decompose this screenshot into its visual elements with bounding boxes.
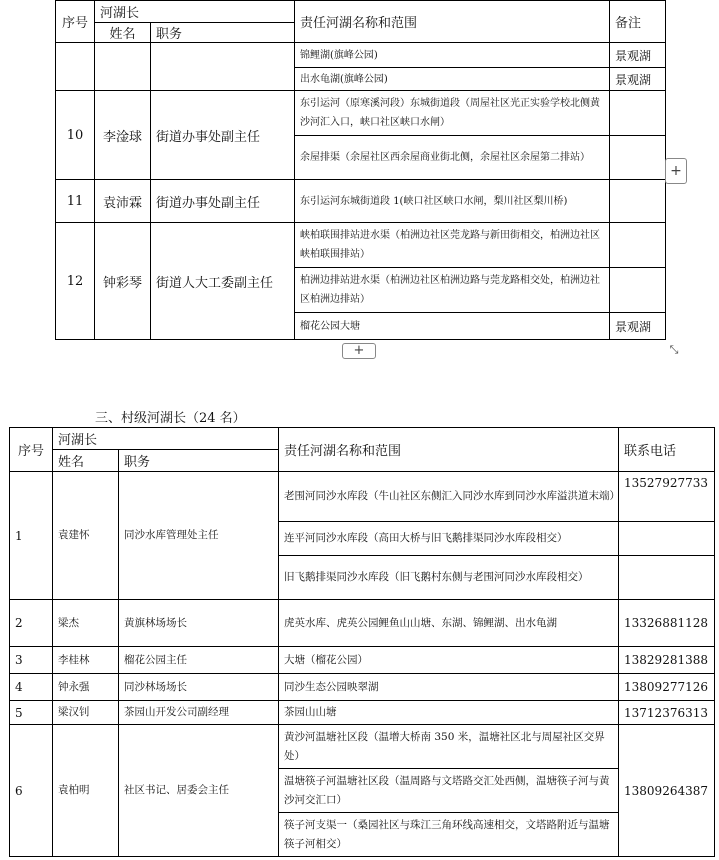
phone-cell: 13527927733 bbox=[619, 472, 715, 522]
phone-cell: 13809264387 bbox=[619, 725, 715, 857]
name-cell: 李桂林 bbox=[53, 647, 119, 674]
name-cell: 袁柏明 bbox=[53, 725, 119, 857]
header-chief: 河湖长 bbox=[53, 428, 279, 450]
scope-cell: 锦鲤湖(旗峰公园) bbox=[295, 43, 610, 68]
header-scope: 责任河湖名称和范围 bbox=[279, 428, 619, 472]
seq-cell: 4 bbox=[10, 674, 53, 701]
header-position: 职务 bbox=[119, 450, 279, 472]
phone-cell: 13326881128 bbox=[619, 600, 715, 647]
position-cell: 街道办事处副主任 bbox=[151, 180, 295, 223]
scope-cell: 筷子河支渠一（桑园社区与珠江三角环线高速相交，文塔路附近与温塘筷子河相交） bbox=[279, 813, 619, 857]
scope-cell: 温塘筷子河温塘社区段（温周路与文塔路交汇处西侧，温塘筷子河与黄沙河交汇口） bbox=[279, 769, 619, 813]
scope-cell: 同沙生态公园映翠湖 bbox=[279, 674, 619, 701]
position-cell: 同沙林场场长 bbox=[119, 674, 279, 701]
header-chief: 河湖长 bbox=[95, 1, 295, 23]
insert-row-plus-button[interactable]: + bbox=[342, 343, 376, 359]
section-title: 三、村级河湖长（24 名） bbox=[95, 411, 246, 426]
scope-cell: 余屋排渠（余屋社区西余屋商业街北侧，余屋社区余屋第二排站） bbox=[295, 136, 610, 180]
position-cell: 社区书记、居委会主任 bbox=[119, 725, 279, 857]
seq-cell: 1 bbox=[10, 472, 53, 600]
scope-cell: 黄沙河温塘社区段（温增大桥南 350 米，温塘社区北与周屋社区交界处） bbox=[279, 725, 619, 769]
scope-cell: 东引运河东城街道段 1(峡口社区峡口水闸，梨川社区梨川桥) bbox=[295, 180, 610, 223]
phone-cell: 13809277126 bbox=[619, 674, 715, 701]
seq-cell: 10 bbox=[56, 91, 95, 180]
position-cell: 榴花公园主任 bbox=[119, 647, 279, 674]
position-cell: 茶园山开发公司副经理 bbox=[119, 701, 279, 725]
position-cell: 街道办事处副主任 bbox=[151, 91, 295, 180]
scope-cell: 峡柏联围排站进水渠（柏洲边社区莞龙路与新田街相交，柏洲边社区峡柏联围排站） bbox=[295, 223, 610, 268]
note-cell: 景观湖 bbox=[610, 68, 666, 91]
position-cell: 街道人大工委副主任 bbox=[151, 223, 295, 340]
name-cell: 钟永强 bbox=[53, 674, 119, 701]
note-cell: 景观湖 bbox=[610, 313, 666, 340]
insert-column-plus-button[interactable]: + bbox=[665, 158, 687, 184]
table-village bbox=[9, 427, 715, 857]
phone-cell: 13712376313 bbox=[619, 701, 715, 725]
table-row bbox=[56, 43, 95, 91]
header-phone: 联系电话 bbox=[619, 428, 715, 472]
name-cell: 梁汉钊 bbox=[53, 701, 119, 725]
seq-cell: 12 bbox=[56, 223, 95, 340]
header-position: 职务 bbox=[151, 23, 295, 43]
name-cell: 梁杰 bbox=[53, 600, 119, 647]
seq-cell: 6 bbox=[10, 725, 53, 857]
scope-cell: 东引运河（原寒溪河段）东城街道段（周屋社区光正实验学校北侧黄沙河汇入口，峡口社区峡口水闸） bbox=[295, 91, 610, 136]
scope-cell: 柏洲边排站进水渠（柏洲边社区柏洲边路与莞龙路相交处，柏洲边社区柏洲边排站） bbox=[295, 268, 610, 313]
scope-cell: 老围河同沙水库段（牛山社区东侧汇入同沙水库到同沙水库溢洪道末端） bbox=[279, 472, 619, 522]
header-scope: 责任河湖名称和范围 bbox=[295, 1, 610, 43]
phone-cell: 13829281388 bbox=[619, 647, 715, 674]
seq-cell: 2 bbox=[10, 600, 53, 647]
scope-cell: 虎英水库、虎英公园鲤鱼山山塘、东湖、锦鲤湖、出水龟湖 bbox=[279, 600, 619, 647]
seq-cell: 11 bbox=[56, 180, 95, 223]
seq-cell: 5 bbox=[10, 701, 53, 725]
header-seq: 序号 bbox=[10, 428, 53, 472]
scope-cell: 旧飞鹅排渠同沙水库段（旧飞鹅村东侧与老围河同沙水库段相交） bbox=[279, 556, 619, 600]
scope-cell: 大塘（榴花公园） bbox=[279, 647, 619, 674]
name-cell: 袁沛霖 bbox=[95, 180, 151, 223]
scope-cell: 连平河同沙水库段（高田大桥与旧飞鹅排渠同沙水库段相交） bbox=[279, 522, 619, 556]
table-upper bbox=[55, 0, 666, 340]
header-name: 姓名 bbox=[53, 450, 119, 472]
seq-cell: 3 bbox=[10, 647, 53, 674]
scope-cell: 茶园山山塘 bbox=[279, 701, 619, 725]
note-cell: 景观湖 bbox=[610, 43, 666, 68]
name-cell: 李淦球 bbox=[95, 91, 151, 180]
header-name: 姓名 bbox=[95, 23, 151, 43]
scope-cell: 榴花公园大塘 bbox=[295, 313, 610, 340]
scope-cell: 出水龟湖(旗峰公园) bbox=[295, 68, 610, 91]
position-cell: 黄旗林场场长 bbox=[119, 600, 279, 647]
name-cell: 钟彩琴 bbox=[95, 223, 151, 340]
name-cell: 袁建怀 bbox=[53, 472, 119, 600]
table-resize-icon[interactable]: ⤡ bbox=[665, 342, 683, 358]
position-cell: 同沙水库管理处主任 bbox=[119, 472, 279, 600]
header-note: 备注 bbox=[610, 1, 666, 43]
header-seq: 序号 bbox=[56, 1, 95, 43]
